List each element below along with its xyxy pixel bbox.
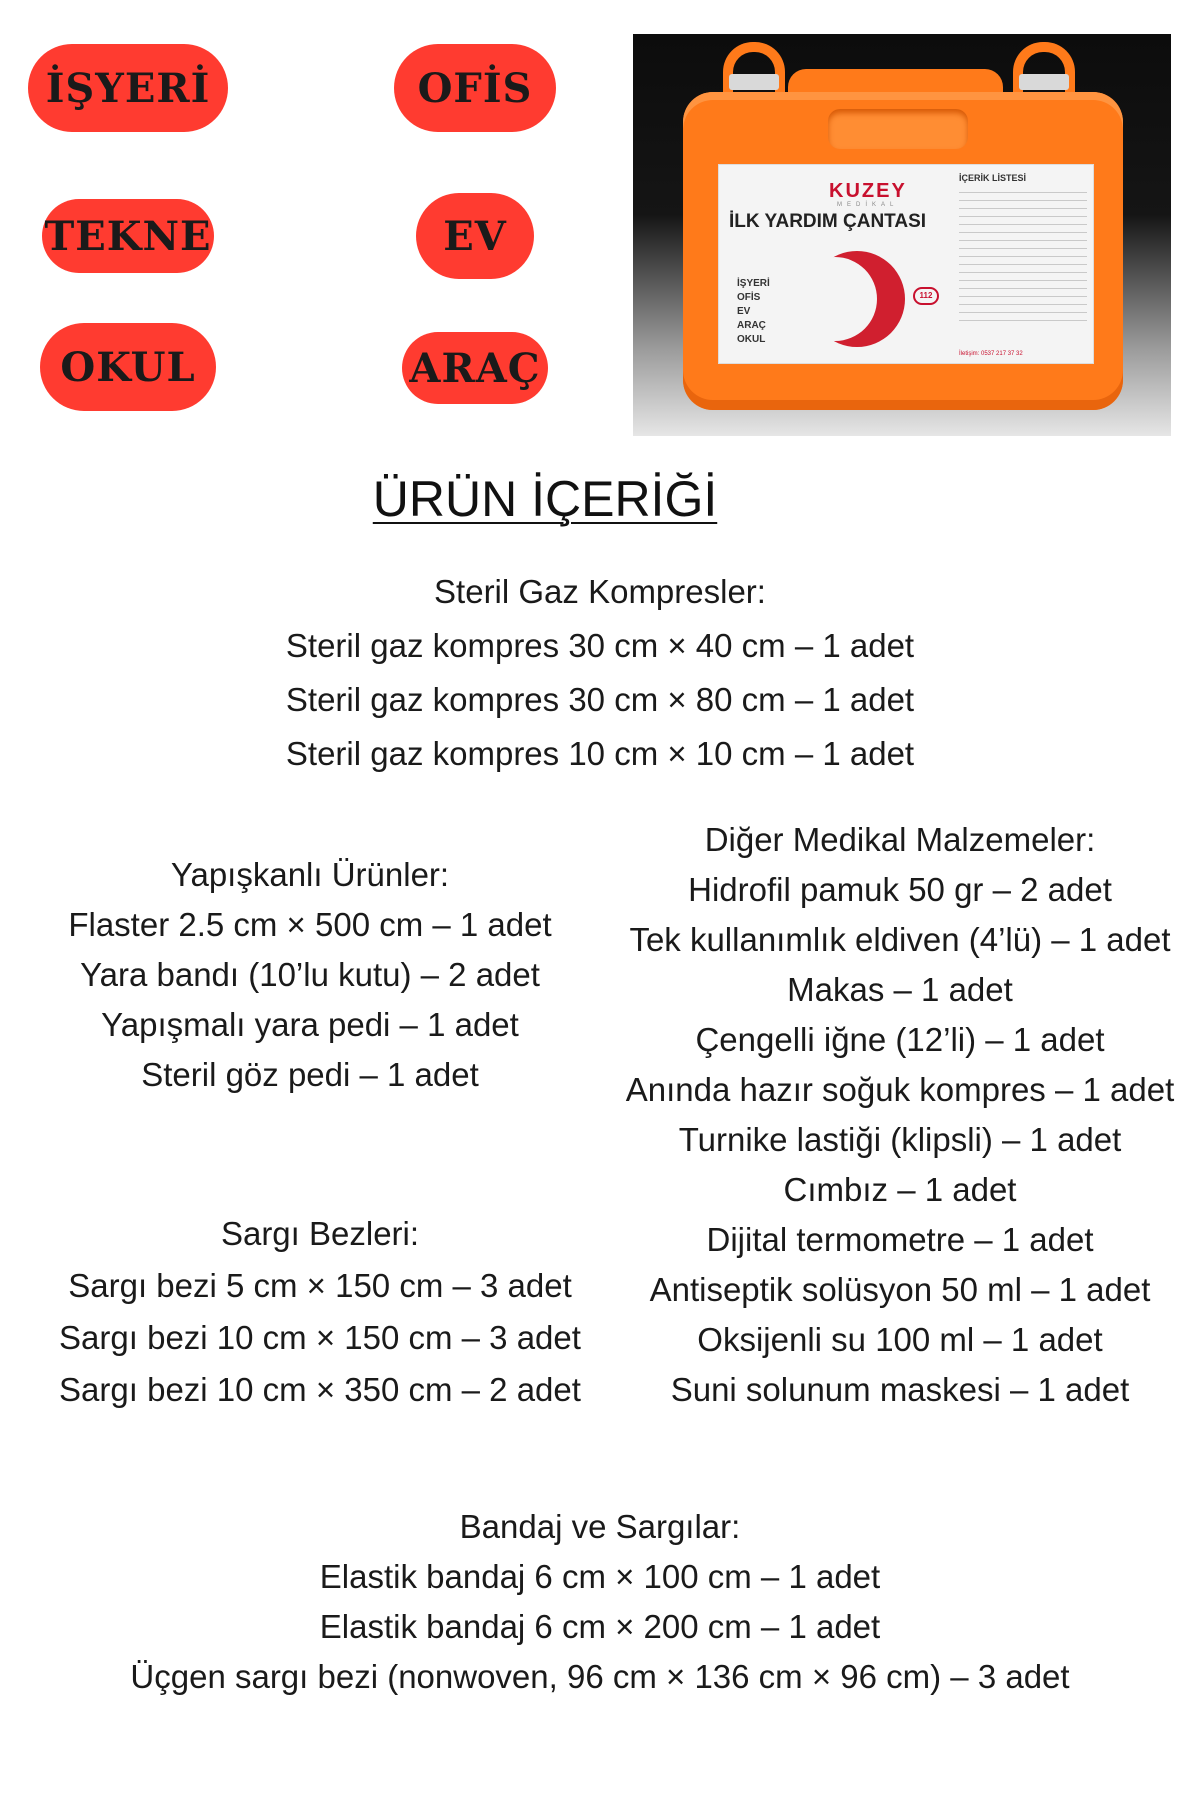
- list-item: Yara bandı (10’lu kutu) – 2 adet: [80, 956, 540, 993]
- content-row: [959, 210, 1087, 217]
- use-item: ARAÇ: [737, 320, 766, 331]
- kit-title: İLK YARDIM ÇANTASI: [729, 211, 927, 232]
- use-item: EV: [737, 306, 751, 317]
- list-item: Suni solunum maskesi – 1 adet: [670, 1371, 1130, 1408]
- content-row: [959, 306, 1087, 313]
- section-title: Sargı Bezleri:: [220, 1215, 420, 1252]
- case-handle-hole: [828, 109, 968, 149]
- red-crescent-icon: [809, 251, 905, 347]
- list-item: Elastik bandaj 6 cm × 100 cm – 1 adet: [319, 1558, 881, 1595]
- list-item: Cımbız – 1 adet: [783, 1171, 1017, 1208]
- list-item: Antiseptik solüsyon 50 ml – 1 adet: [649, 1271, 1151, 1308]
- content-list: [959, 173, 1087, 357]
- brand-logo: KUZEY: [829, 180, 907, 202]
- list-item: Hidrofil pamuk 50 gr – 2 adet: [688, 871, 1112, 908]
- content-row: [959, 226, 1087, 233]
- list-item: Turnike lastiği (klipsli) – 1 adet: [678, 1121, 1122, 1158]
- section-title: Yapışkanlı Ürünler:: [170, 856, 450, 893]
- list-item: Flaster 2.5 cm × 500 cm – 1 adet: [68, 906, 552, 943]
- section-sargi-bezleri: [40, 1208, 600, 1416]
- pill-ofis: OFİS: [394, 44, 556, 132]
- latch-clip-right: [1019, 74, 1069, 90]
- content-row: [959, 242, 1087, 249]
- section-bandaj: [100, 1502, 1100, 1702]
- list-item: Sargı bezi 10 cm × 150 cm – 3 adet: [59, 1319, 581, 1356]
- use-item: OFİS: [737, 292, 761, 303]
- list-item: Üçgen sargı bezi (nonwoven, 96 cm × 136 cm × 96 cm) – 3 adet: [130, 1658, 1070, 1695]
- list-item: Elastik bandaj 6 cm × 200 cm – 1 adet: [319, 1608, 881, 1645]
- content-row: [959, 218, 1087, 225]
- pill-ev: EV: [416, 193, 534, 279]
- page-title: ÜRÜN İÇERİĞİ: [372, 471, 718, 527]
- list-item: Dijital termometre – 1 adet: [706, 1221, 1094, 1258]
- section-diger-medikal: [620, 815, 1180, 1415]
- use-item: İŞYERİ: [737, 278, 770, 289]
- list-item: Oksijenli su 100 ml – 1 adet: [697, 1321, 1103, 1358]
- list-item: Steril göz pedi – 1 adet: [141, 1056, 479, 1093]
- list-item: Çengelli iğne (12’li) – 1 adet: [695, 1021, 1105, 1058]
- section-yapiskanli: [40, 850, 580, 1100]
- content-row: [959, 250, 1087, 257]
- brand-sub: MEDİKAL: [837, 202, 899, 208]
- content-row: [959, 202, 1087, 209]
- content-row: [959, 298, 1087, 305]
- section-title: Diğer Medikal Malzemeler:: [704, 821, 1096, 858]
- pill-tekne: TEKNE: [42, 199, 214, 273]
- list-item: Yapışmalı yara pedi – 1 adet: [101, 1006, 519, 1043]
- case-label: [718, 164, 1094, 364]
- use-item: OKUL: [737, 334, 766, 345]
- list-item: Steril gaz kompres 10 cm × 10 cm – 1 adet: [285, 735, 915, 772]
- content-row: [959, 282, 1087, 289]
- content-row: [959, 266, 1087, 273]
- content-row: [959, 234, 1087, 241]
- content-row: [959, 186, 1087, 193]
- use-list: [737, 277, 770, 347]
- content-row: [959, 314, 1087, 321]
- list-item: Steril gaz kompres 30 cm × 40 cm – 1 adet: [285, 627, 915, 664]
- section-title: Steril Gaz Kompresler:: [434, 573, 766, 610]
- content-row: [959, 290, 1087, 297]
- content-row: [959, 274, 1087, 281]
- pill-okul: OKUL: [40, 323, 216, 411]
- content-list-title: İÇERİK LİSTESİ: [959, 173, 1027, 183]
- pill-arac: ARAÇ: [402, 332, 548, 404]
- latch-clip-left: [729, 74, 779, 90]
- list-item: Sargı bezi 10 cm × 350 cm – 2 adet: [59, 1371, 581, 1408]
- list-item: Anında hazır soğuk kompres – 1 adet: [625, 1071, 1175, 1108]
- section-title: Bandaj ve Sargılar:: [459, 1508, 741, 1545]
- list-item: Steril gaz kompres 30 cm × 80 cm – 1 adet: [285, 681, 915, 718]
- content-row: [959, 194, 1087, 201]
- contact-line: İletişim: 0537 217 37 32: [959, 351, 1023, 357]
- section-steril-gaz: [200, 565, 1000, 781]
- content-row: [959, 258, 1087, 265]
- list-item: Makas – 1 adet: [787, 971, 1013, 1008]
- ambulance-112-badge: 112: [913, 287, 939, 305]
- product-photo: [633, 34, 1171, 436]
- pill-isyeri: İŞYERİ: [28, 44, 228, 132]
- list-item: Tek kullanımlık eldiven (4’lü) – 1 adet: [629, 921, 1171, 958]
- list-item: Sargı bezi 5 cm × 150 cm – 3 adet: [68, 1267, 572, 1304]
